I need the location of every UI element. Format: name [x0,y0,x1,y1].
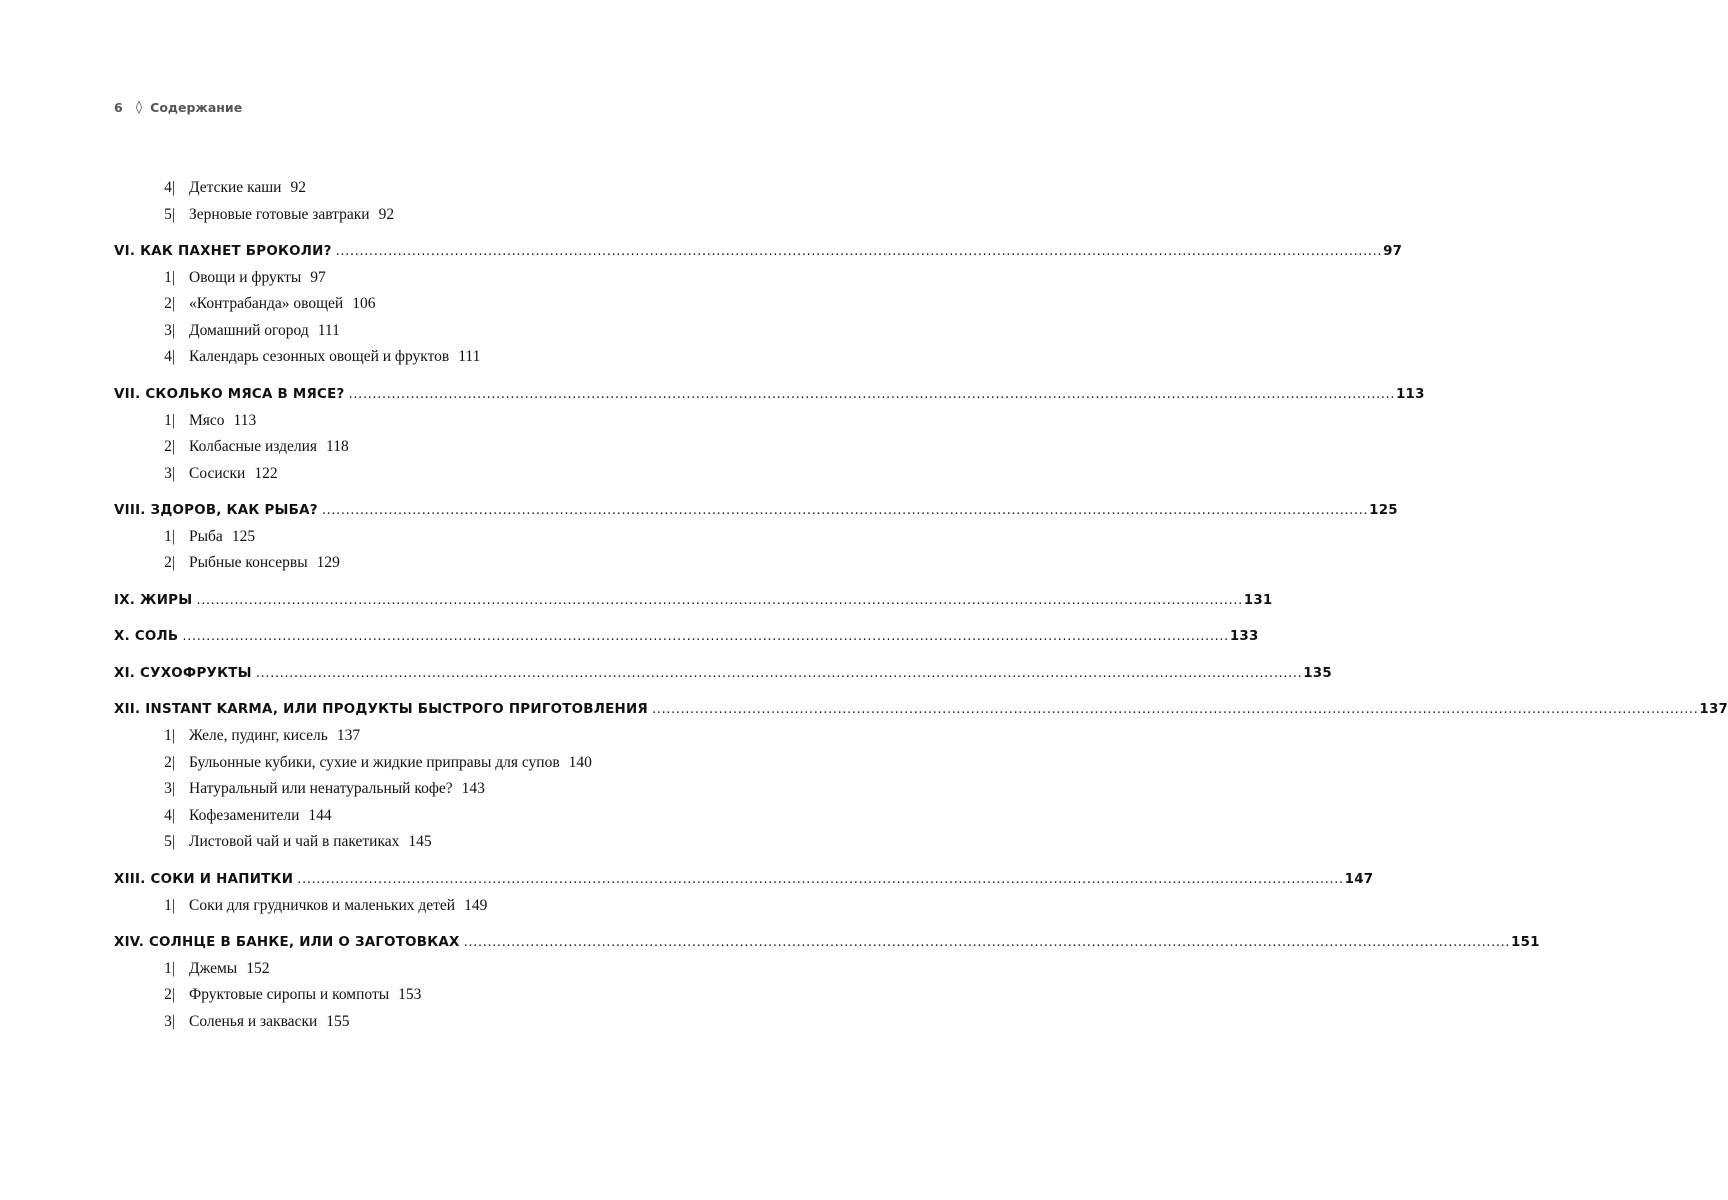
subentry-page: 92 [290,179,306,196]
chapter-page: 137 [1699,702,1728,718]
toc-subentry [114,776,833,803]
chapter-page: 133 [1229,629,1259,645]
chapter-group [114,624,1259,650]
subentry-number: 1| [164,959,175,977]
chapter-group [114,930,1540,1036]
toc-chapter-entry [114,588,1273,614]
toc-subentry [114,803,833,830]
subentry-title: Овощи и фрукты [189,268,302,286]
toc-subentry [114,461,833,488]
subentry-title: Зерновые готовые завтраки [189,205,370,223]
subentry-title: Джемы [189,959,238,977]
toc-chapter-entry [114,661,1332,687]
chapter-title: XIII. СОКИ И НАПИТКИ [114,871,294,887]
subentry-number: 4| [164,179,175,196]
chapter-title: IX. ЖИРЫ [114,592,193,608]
subentry-page: 144 [308,806,332,824]
dot-leader: ............................................................................................................................................................................................................................ [335,243,1383,259]
toc-subentry [114,318,833,345]
toc-chapter-entry [114,239,1403,265]
toc-subentry [114,893,833,920]
subentry-title: Сосиски [189,464,246,482]
subentry-page: 113 [233,411,257,429]
subentry-number: 1| [164,727,175,745]
toc-subentry [114,202,833,229]
toc-subentry [114,982,833,1009]
subentry-title: Соленья и закваски [189,1012,318,1030]
chapter-page: 125 [1369,502,1398,518]
chapter-title: XI. СУХОФРУКТЫ [114,665,252,681]
toc-subentry [114,175,833,202]
toc-chapter-entry [114,382,1425,408]
subentry-number: 3| [164,464,175,482]
dot-leader: ............................................................................................................................................................................................................................ [196,592,1243,608]
subentry-number: 1| [164,896,175,914]
subentry-page: 122 [254,464,278,482]
chapter-group [114,382,1425,488]
subentry-page: 155 [326,1012,350,1030]
subentry-number: 4| [164,348,175,366]
toc-subentry [114,723,833,750]
subentry-page: 92 [378,205,395,223]
chapter-page: 113 [1395,386,1425,402]
chapter-group [114,588,1273,614]
subentry-page: 97 [310,268,326,286]
subentry-page: 111 [317,321,340,339]
chapter-page: 97 [1383,243,1403,259]
subentry-number: 5| [164,833,175,851]
subentry-number: 2| [164,438,175,456]
subentry-title: Бульонные кубики, сухие и жидкие приправы для супов [189,753,560,771]
subentry-number: 3| [164,321,175,339]
subentry-page: 125 [231,527,256,545]
toc-chapter-entry [114,930,1540,956]
subentry-page: 152 [246,959,270,977]
chapter-group [114,239,1403,371]
toc-chapter-entry [114,697,1728,723]
subentry-page: 143 [461,780,485,798]
subentry-number: 2| [164,753,175,771]
chapter-group [114,661,1332,687]
subentry-title: Натуральный или ненатуральный кофе? [189,780,453,798]
toc-chapter-entry [114,867,1374,893]
diamond-separator-icon: ◊ [135,99,143,115]
chapter-title: X. СОЛЬ [114,629,179,645]
toc-subentry [114,956,833,983]
toc-chapter-entry [114,624,1259,650]
dot-leader: ............................................................................................................................................................................................................................ [182,629,1229,645]
chapter-group [114,867,1374,920]
subentry-page: 111 [458,348,481,366]
subentry-title: Колбасные изделия [189,438,318,456]
chapter-group [114,697,1728,856]
chapter-group [114,498,1398,577]
subentry-title: Фруктовые сиропы и компоты [189,986,390,1004]
subentry-page: 137 [336,727,361,745]
subentry-number: 1| [164,411,175,429]
subentry-title: Рыба [189,527,223,545]
subentry-number: 4| [164,806,175,824]
toc-subentry [114,344,833,371]
chapter-page: 135 [1303,665,1332,681]
subentry-title: «Контрабанда» овощей [189,295,344,313]
subentry-title: Детские каши [189,179,282,196]
subentry-title: Рыбные консервы [189,554,308,572]
dot-leader: ............................................................................................................................................................................................................................ [297,871,1344,887]
chapter-title: VIII. ЗДОРОВ, КАК РЫБА? [114,502,318,518]
subentry-number: 3| [164,1012,175,1030]
subentry-page: 145 [408,833,432,851]
subentry-page: 149 [464,896,488,914]
toc-subentry [114,434,833,461]
chapter-page: 147 [1344,871,1374,887]
toc-subentry [114,550,833,577]
dot-leader: ............................................................................................................................................................................................................................ [321,502,1369,518]
dot-leader: ............................................................................................................................................................................................................................ [651,702,1699,718]
subentry-title: Кофезаменители [189,806,300,824]
subentry-title: Мясо [189,411,225,429]
chapter-title: XII. INSTANT KARMA, ИЛИ ПРОДУКТЫ БЫСТРОГО ПРИГОТОВЛЕНИЯ [114,702,648,718]
subentry-number: 2| [164,554,175,572]
page-number: 6 [114,99,123,115]
subentry-number: 1| [164,268,175,286]
chapter-page: 131 [1243,592,1273,608]
toc-subentry [114,291,833,318]
subentry-number: 2| [164,295,175,313]
subentry-number: 2| [164,986,175,1004]
subentry-page: 129 [316,554,340,572]
running-header [114,97,242,117]
subentry-title: Листовой чай и чай в пакетиках [189,833,400,851]
toc-subentry [114,265,833,292]
subentry-page: 106 [352,295,376,313]
toc-subentry [114,1009,833,1036]
subentry-title: Желе, пудинг, кисель [189,727,328,745]
continued-entries [114,175,833,228]
chapter-title: VII. СКОЛЬКО МЯСА В МЯСЕ? [114,386,345,402]
toc-chapter-entry [114,498,1398,524]
subentry-number: 1| [164,527,175,545]
table-of-contents [114,175,1728,1035]
subentry-title: Соки для грудничков и маленьких детей [189,896,456,914]
dot-leader: ............................................................................................................................................................................................................................ [463,934,1511,950]
chapter-title: XIV. СОЛНЦЕ В БАНКЕ, ИЛИ О ЗАГОТОВКАХ [114,934,460,950]
subentry-number: 3| [164,780,175,798]
subentry-title: Календарь сезонных овощей и фруктов [189,348,450,366]
subentry-page: 118 [326,438,349,456]
subentry-title: Домашний огород [189,321,309,339]
subentry-page: 153 [398,986,422,1004]
toc-subentry [114,829,833,856]
subentry-number: 5| [164,205,175,223]
toc-subentry [114,408,833,435]
running-title: Содержание [150,99,243,115]
chapter-title: VI. КАК ПАХНЕТ БРОКОЛИ? [114,243,332,259]
dot-leader: ............................................................................................................................................................................................................................ [255,665,1303,681]
chapter-page: 151 [1511,934,1540,950]
subentry-page: 140 [568,753,592,771]
dot-leader: ............................................................................................................................................................................................................................ [348,386,1395,402]
toc-subentry [114,524,833,551]
toc-subentry [114,750,833,777]
